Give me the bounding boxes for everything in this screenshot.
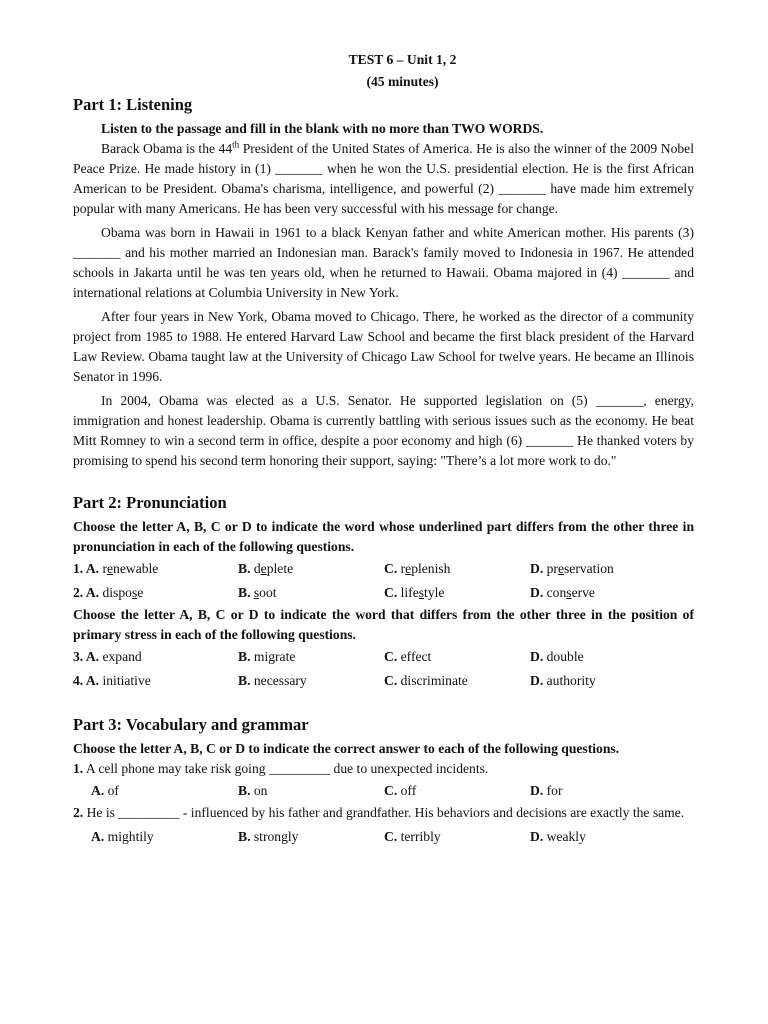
question-row: 1. A. renewable B. deplete C. replenish D. preservation — [73, 561, 614, 576]
part1-instruction: Listen to the passage and fill in the blank with no more than TWO WORDS. — [101, 121, 544, 136]
test-duration: (45 minutes) — [366, 74, 439, 89]
answer-row: A. of B. on C. off D. for — [91, 783, 563, 798]
part3-heading: Part 3: Vocabulary and grammar — [73, 715, 309, 734]
part2-heading: Part 2: Pronunciation — [73, 493, 227, 512]
passage-paragraph-3: After four years in New York, Obama moved to Chicago. There, he worked as the director of a community project from 1985 to 1988. He entered Harvard Law School and became the first black president of the Harvard Law Review. Obama taught law at the University of Chicago Law School for twelve years. He became an Illinois Senator in 1996. — [73, 309, 694, 384]
question-row: 4. A. initiative B. necessary C. discriminate D. authority — [73, 673, 596, 688]
question-text: 1. A cell phone may take risk going _________ due to unexpected incidents. — [73, 761, 489, 776]
passage-paragraph-1: Barack Obama is the 44th President of the United States of America. He is also the winner of the 2009 Nobel Peace Prize. He made history in (1) _______ when he won the U.S. presidential election. He is the first African American to be President. Obama's charisma, intelligence, and powerful (2) _______ have made him extremely popular with many Americans. He has been very successful with his message for change. — [73, 139, 694, 216]
part2-instruction-pronunciation: Choose the letter A, B, C or D to indicate the word whose underlined part differs from the other three in pronunciation in each of the following questions. — [73, 519, 694, 554]
part3-instruction: Choose the letter A, B, C or D to indicate the correct answer to each of the following questions. — [73, 741, 620, 756]
answer-row: A. mightily B. strongly C. terribly D. weakly — [91, 829, 586, 844]
worksheet-page — [73, 50, 694, 849]
passage-paragraph-4: In 2004, Obama was elected as a U.S. Senator. He supported legislation on (5) _______, energy, immigration and honest leadership. Obama is currently battling with serious issues such as the economy. He beat Mitt Romney to win a second term in office, despite a poor economy and high (6) _______ He thanked voters by promising to spend his second term honoring their support, saying: "There’s a lot more work to do." — [73, 393, 694, 468]
passage-paragraph-2: Obama was born in Hawaii in 1961 to a black Kenyan father and white American mother. His parents (3) _______ and his mother married an Indonesian man. Barack's family moved to Indonesia in 1967. He attended schools in Jakarta until he was ten years old, when he returned to Hawaii. Obama majored in (4) _______ and international relations at Columbia University in New York. — [73, 225, 694, 300]
question-row: 3. A. expand B. migrate C. effect D. double — [73, 649, 584, 664]
question-text: 2. He is _________ - influenced by his father and grandfather. His behaviors and decisions are exactly the same. — [73, 805, 685, 820]
question-row: 2. A. dispose B. soot C. lifestyle D. conserve — [73, 585, 595, 600]
test-title: TEST 6 – Unit 1, 2 — [348, 52, 457, 67]
part1-heading: Part 1: Listening — [73, 95, 193, 114]
part2-instruction-stress: Choose the letter A, B, C or D to indicate the word that differs from the other three in the position of primary stress in each of the following questions. — [73, 607, 694, 642]
